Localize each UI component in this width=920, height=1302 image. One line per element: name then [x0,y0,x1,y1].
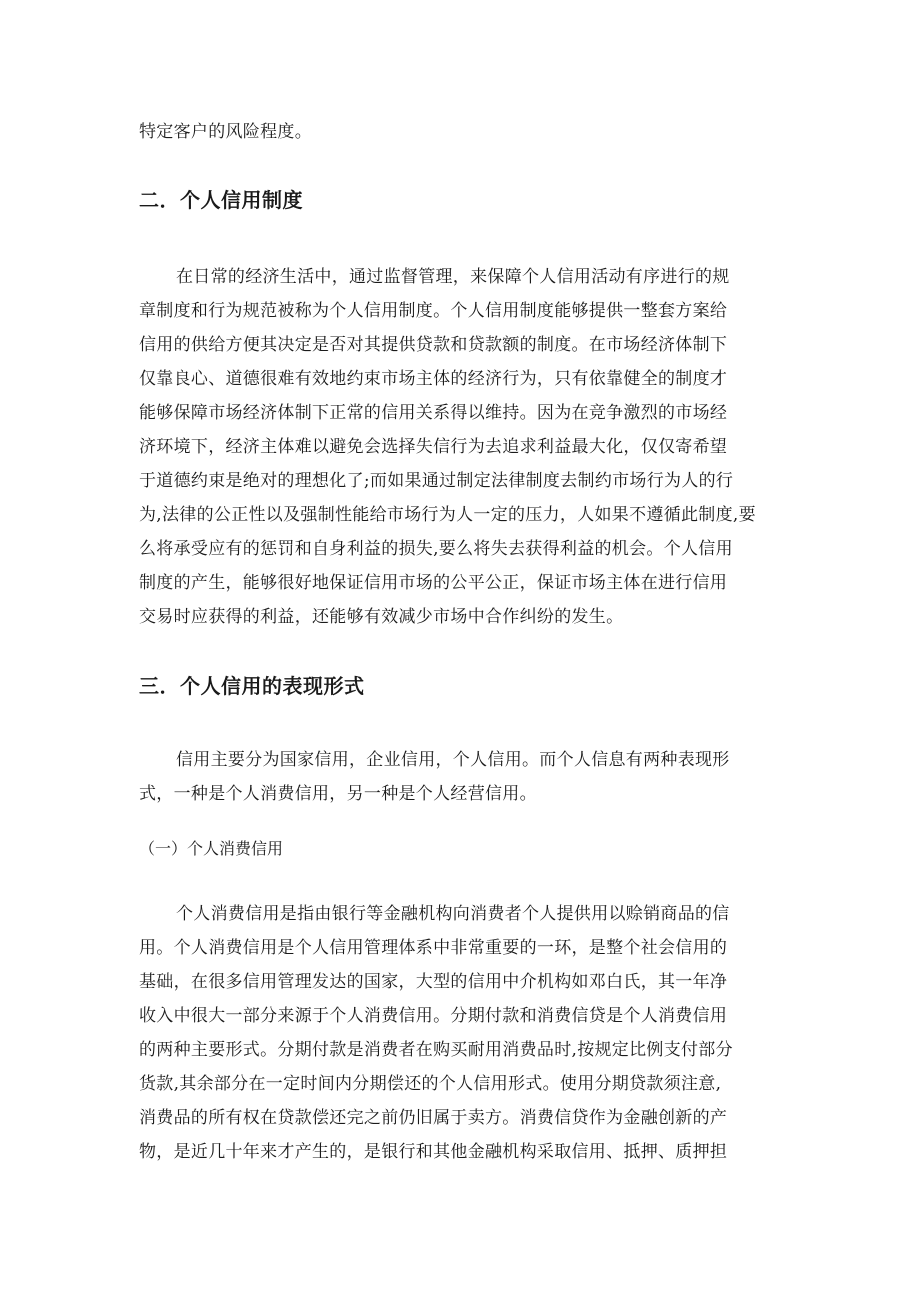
paragraph-line: 制度的产生，能够很好地保证信用市场的公平公正，保证市场主体在进行信用 [139,573,728,593]
paragraph-line: 货款,其余部分在一定时间内分期偿还的个人信用形式。使用分期贷款须注意, [139,1074,722,1094]
section-3-heading: 三．个人信用的表现形式 [139,674,365,698]
paragraph-line: 么将承受应有的惩罚和自身利益的损失,要么将失去获得利益的机会。个人信用 [139,539,733,559]
paragraph-line: 的两种主要形式。分期付款是消费者在购买耐用消费品时,按规定比例支付部分 [139,1040,733,1060]
paragraph-line: 信用主要分为国家信用，企业信用，个人信用。而个人信息有两种表现形 [176,750,730,770]
paragraph-line: 个人消费信用是指由银行等金融机构向消费者个人提供用以赊销商品的信 [176,904,730,924]
paragraph-line: 为,法律的公正性以及强制性能给市场行为人一定的压力，人如果不遵循此制度,要 [139,505,756,525]
paragraph-line: 物，是近几十年来才产生的，是银行和其他金融机构采取信用、抵押、质押担 [139,1142,728,1162]
paragraph-line: 信用的供给方便其决定是否对其提供贷款和贷款额的制度。在市场经济体制下 [139,335,728,355]
paragraph-line: 于道德约束是绝对的理想化了;而如果通过制定法律制度去制约市场行为人的行 [139,471,734,491]
paragraph-line: 用。个人消费信用是个人信用管理体系中非常重要的一环，是整个社会信用的 [139,938,728,958]
paragraph-line: 章制度和行为规范被称为个人信用制度。个人信用制度能够提供一整套方案给 [139,301,728,321]
paragraph-line: 能够保障市场经济体制下正常的信用关系得以维持。因为在竞争激烈的市场经 [139,403,728,423]
paragraph-line: 消费品的所有权在贷款偿还完之前仍旧属于卖方。消费信贷作为金融创新的产 [139,1108,728,1128]
paragraph-line: 交易时应获得的利益，还能够有效减少市场中合作纠纷的发生。 [139,607,624,627]
subsection-1-heading: （一）个人消费信用 [139,839,284,858]
paragraph-line: 收入中很大一部分来源于个人消费信用。分期付款和消费信贷是个人消费信用 [139,1006,728,1026]
paragraph-line: 基础，在很多信用管理发达的国家，大型的信用中介机构如邓白氏，其一年净 [139,972,728,992]
section-2-heading: 二．个人信用制度 [139,188,303,212]
paragraph-line: 济环境下，经济主体难以避免会选择失信行为去追求利益最大化，仅仅寄希望 [139,437,728,457]
paragraph-line: 仅靠良心、道德很难有效地约束市场主体的经济行为，只有依靠健全的制度才 [139,369,728,389]
intro-tail-text: 特定客户的风险程度。 [139,122,312,142]
paragraph-line: 式，一种是个人消费信用，另一种是个人经营信用。 [139,784,537,804]
paragraph-line: 在日常的经济生活中，通过监督管理，来保障个人信用活动有序进行的规 [176,267,730,287]
